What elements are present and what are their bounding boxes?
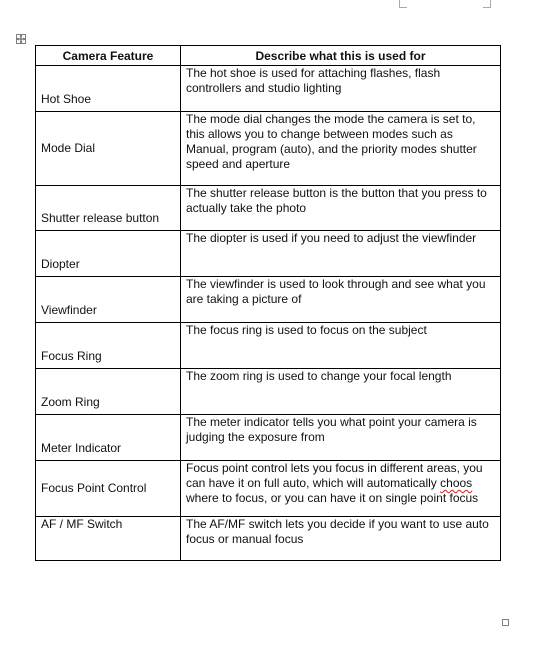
description-cell-shutter-release-button[interactable]: The shutter release button is the button that you press to actually take the photo — [181, 186, 501, 231]
table-row — [36, 186, 501, 231]
crop-mark-left — [399, 0, 407, 8]
feature-cell-meter-indicator[interactable]: Meter Indicator — [36, 415, 181, 461]
description-text-part: Focus point control lets you focus in different areas, you can have it on full auto, which will automatically — [186, 461, 483, 490]
feature-cell-mode-dial[interactable]: Mode Dial — [36, 112, 181, 186]
feature-cell-shutter-release-button[interactable]: Shutter release button — [36, 186, 181, 231]
header-camera-feature: Camera Feature — [36, 46, 181, 66]
table-row — [36, 415, 501, 461]
camera-feature-table — [35, 45, 501, 561]
description-cell-mode-dial[interactable]: The mode dial changes the mode the camera is set to, this allows you to change between modes such as Manual, program (auto), and the priority modes shutter speed and aperture — [181, 112, 501, 186]
table-row — [36, 369, 501, 415]
description-cell-viewfinder[interactable]: The viewfinder is used to look through and see what you are taking a picture of — [181, 277, 501, 323]
description-cell-af-mf-switch[interactable]: The AF/MF switch lets you decide if you want to use auto focus or manual focus — [181, 517, 501, 561]
table-row — [36, 277, 501, 323]
description-cell-zoom-ring[interactable]: The zoom ring is used to change your focal length — [181, 369, 501, 415]
header-description: Describe what this is used for — [181, 46, 501, 66]
feature-cell-af-mf-switch[interactable]: AF / MF Switch — [36, 517, 181, 561]
feature-cell-hot-shoe[interactable]: Hot Shoe — [36, 66, 181, 112]
feature-cell-viewfinder[interactable]: Viewfinder — [36, 277, 181, 323]
table-resize-handle-icon[interactable] — [502, 619, 509, 626]
feature-cell-diopter[interactable]: Diopter — [36, 231, 181, 277]
description-cell-meter-indicator[interactable]: The meter indicator tells you what point your camera is judging the exposure from — [181, 415, 501, 461]
crop-mark-right — [483, 0, 491, 8]
table-header-row — [36, 46, 501, 66]
feature-cell-focus-ring[interactable]: Focus Ring — [36, 323, 181, 369]
description-cell-focus-point-control[interactable] — [181, 461, 501, 517]
table-row — [36, 66, 501, 112]
table-row — [36, 461, 501, 517]
table-move-handle-icon[interactable] — [16, 34, 26, 44]
description-cell-focus-ring[interactable]: The focus ring is used to focus on the subject — [181, 323, 501, 369]
table-row — [36, 517, 501, 561]
description-cell-diopter[interactable]: The diopter is used if you need to adjust the viewfinder — [181, 231, 501, 277]
description-text-part: where to focus, or you can have it on single point focus — [186, 491, 479, 505]
table-row — [36, 112, 501, 186]
misspelled-word[interactable]: choos — [440, 476, 473, 490]
table-row — [36, 323, 501, 369]
feature-cell-focus-point-control[interactable]: Focus Point Control — [36, 461, 181, 517]
description-cell-hot-shoe[interactable]: The hot shoe is used for attaching flashes, flash controllers and studio lighting — [181, 66, 501, 112]
feature-cell-zoom-ring[interactable]: Zoom Ring — [36, 369, 181, 415]
table-row — [36, 231, 501, 277]
